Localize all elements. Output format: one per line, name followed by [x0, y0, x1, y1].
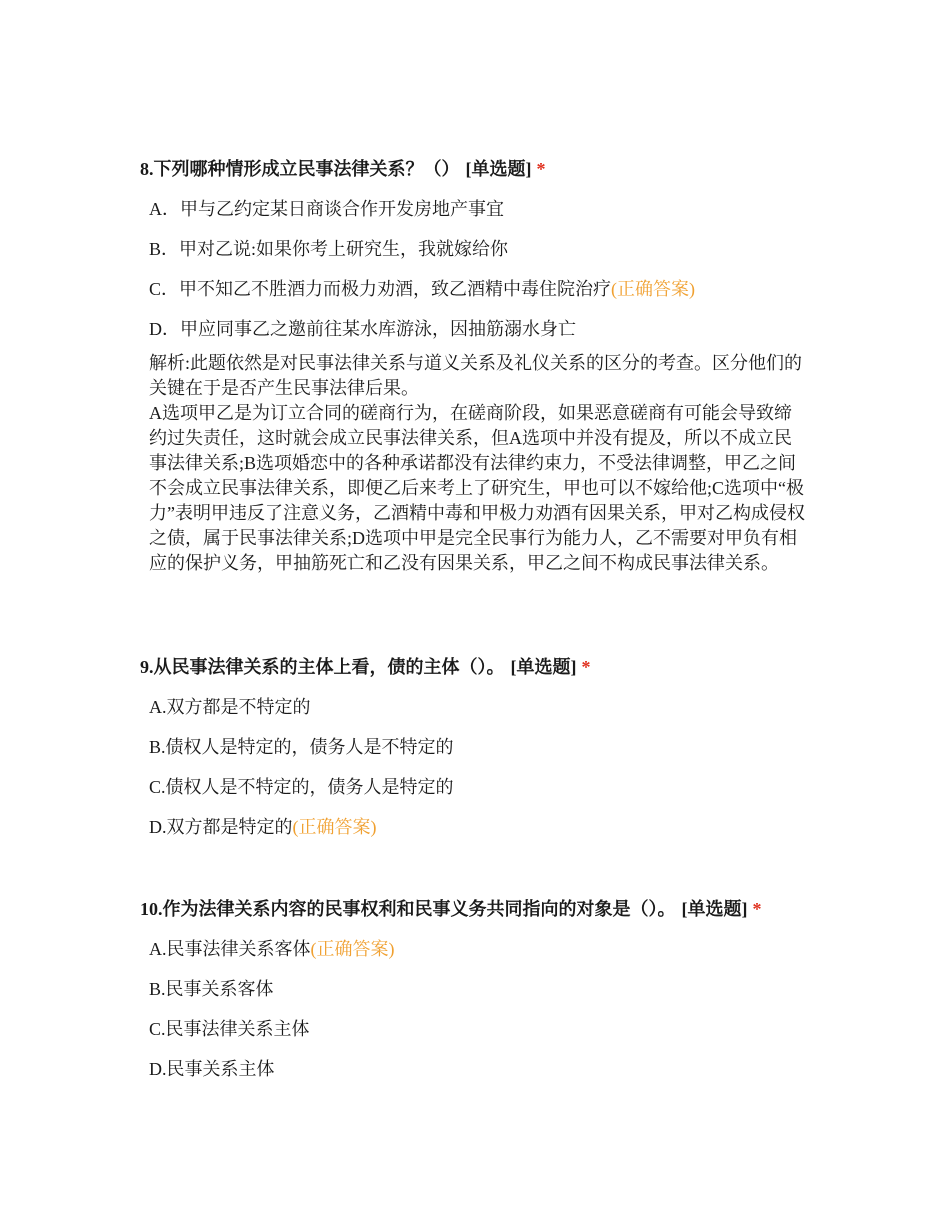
option-text: D．甲应同事乙之邀前往某水库游泳，因抽筋溺水身亡	[149, 319, 576, 339]
required-mark: *	[581, 657, 591, 677]
question-type: [单选题]	[681, 899, 748, 919]
option-d	[149, 1057, 820, 1081]
question-9	[140, 655, 820, 839]
option-c	[149, 277, 820, 301]
option-c	[149, 1017, 820, 1041]
option-text: B．甲对乙说:如果你考上研究生，我就嫁给你	[149, 239, 509, 259]
option-b	[149, 237, 820, 261]
option-list	[140, 937, 820, 1081]
option-text: A.双方都是不特定的	[149, 697, 311, 717]
correct-answer-label: (正确答案)	[292, 817, 377, 837]
question-text: 8.下列哪种情形成立民事法律关系？（）	[140, 159, 460, 179]
correct-answer-label: (正确答案)	[611, 279, 696, 299]
option-text: C．甲不知乙不胜酒力而极力劝酒，致乙酒精中毒住院治疗	[149, 279, 612, 299]
question-title	[140, 655, 820, 679]
option-text: B.债权人是特定的，债务人是不特定的	[149, 737, 454, 757]
option-text: A.民事法律关系客体	[149, 939, 311, 959]
question-title	[140, 897, 820, 921]
option-text: D.民事关系主体	[149, 1059, 275, 1079]
analysis-paragraph: A选项甲乙是为订立合同的磋商行为，在磋商阶段，如果恶意磋商有可能会导致缔约过失责任，这时就会成立民事法律关系，但A选项中并没有提及，所以不成立民事法律关系;B选项婚恋中的各种承诺都没有法律约束力，不受法律调整，甲乙之间不会成立民事法律关系，即便乙后来考上了研究生，甲也可以不嫁给他;C选项中“极力”表明甲违反了注意义务，乙酒精中毒和甲极力劝酒有因果关系，甲对乙构成侵权之债，属于民事法律关系;D选项中甲是完全民事行为能力人，乙不需要对甲负有相应的保护义务，甲抽筋死亡和乙没有因果关系，甲乙之间不构成民事法律关系。	[149, 403, 805, 573]
answer-analysis	[149, 351, 809, 576]
question-type: [单选题]	[465, 159, 532, 179]
option-text: C.债权人是不特定的，债务人是特定的	[149, 777, 454, 797]
option-c	[149, 775, 820, 799]
option-text: B.民事关系客体	[149, 979, 274, 999]
question-title	[140, 157, 820, 181]
option-a	[149, 937, 820, 961]
question-type: [单选题]	[510, 657, 577, 677]
option-list	[140, 197, 820, 341]
option-b	[149, 735, 820, 759]
analysis-paragraph: 解析:此题依然是对民事法律关系与道义关系及礼仪关系的区分的考查。区分他们的关键在于是否产生民事法律后果。	[149, 353, 802, 398]
required-mark: *	[536, 159, 546, 179]
option-a	[149, 695, 820, 719]
option-a	[149, 197, 820, 221]
option-list	[140, 695, 820, 839]
option-d	[149, 317, 820, 341]
option-d	[149, 815, 820, 839]
question-text: 9.从民事法律关系的主体上看，债的主体（）。	[140, 657, 505, 677]
required-mark: *	[752, 899, 762, 919]
question-8	[140, 157, 820, 576]
correct-answer-label: (正确答案)	[310, 939, 395, 959]
question-text: 10.作为法律关系内容的民事权利和民事义务共同指向的对象是（）。	[140, 899, 676, 919]
option-text: A．甲与乙约定某日商谈合作开发房地产事宜	[149, 199, 504, 219]
option-b	[149, 977, 820, 1001]
question-10	[140, 897, 820, 1081]
option-text: D.双方都是特定的	[149, 817, 293, 837]
option-text: C.民事法律关系主体	[149, 1019, 310, 1039]
